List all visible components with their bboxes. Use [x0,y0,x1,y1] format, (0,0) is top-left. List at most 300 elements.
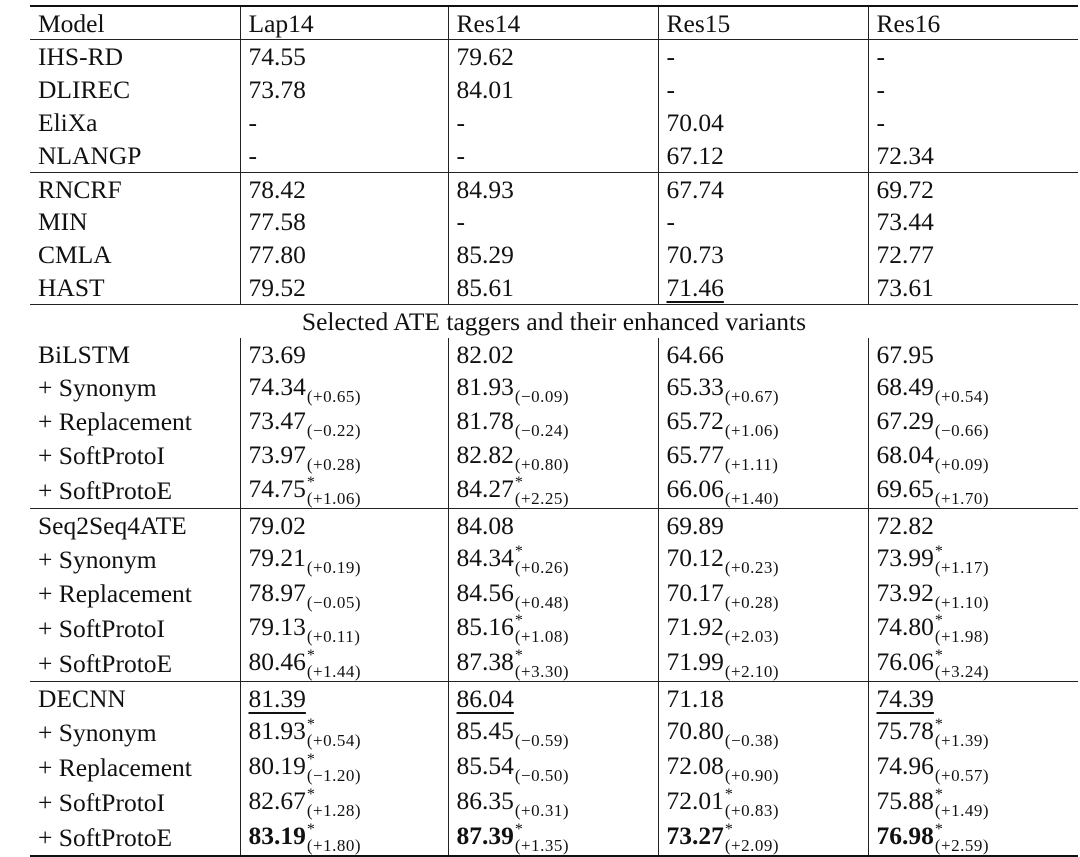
table-row [30,405,1078,439]
model-name: DLIREC [38,74,131,104]
delta-value: (+1.28) [306,800,362,820]
section-heading-row [30,305,1078,338]
score-value: 75.78 [876,715,934,745]
header-lap14: Lap14 [240,6,448,40]
score-value: 74.75 [248,473,306,503]
score-cell [868,577,1078,611]
score-cell [240,439,448,473]
score-value: 69.89 [666,510,724,540]
score-value: 72.01 [666,785,724,815]
score-cell [868,542,1078,577]
score-value: 69.65 [876,474,934,504]
score-cell [240,820,448,856]
score-cell [448,715,658,750]
score-value: 73.44 [876,207,934,237]
score-value: 67.12 [666,140,724,170]
score-value: - [456,107,465,137]
score-cell [240,715,448,750]
score-cell [448,577,658,611]
model-name: MIN [38,207,88,237]
delta-value: (+2.25) [514,488,570,508]
score-cell [868,508,1078,541]
score-value: 74.39 [876,683,934,713]
delta-value: (−0.24) [514,420,570,440]
score-value: 72.82 [876,510,934,540]
score-cell [240,238,448,271]
score-cell [868,271,1078,304]
score-value: 79.13 [248,612,306,642]
score-cell [658,405,868,439]
delta-value: (+0.19) [306,558,362,578]
score-value: 67.95 [876,339,934,369]
score-cell [240,106,448,139]
delta-value: (+1.10) [934,592,990,612]
score-value: 86.04 [456,683,514,713]
table-row [30,750,1078,785]
score-cell [240,139,448,172]
delta-value: (+0.26) [514,557,570,577]
score-value: 73.27 [666,820,724,850]
model-name: BiLSTM [38,339,131,369]
score-value: 74.55 [248,41,306,71]
significance-marker: * [514,473,523,491]
score-value: 73.61 [876,273,934,303]
score-cell [658,542,868,577]
header-res14: Res14 [448,6,658,40]
score-value: 77.58 [248,207,306,237]
model-name: IHS-RD [38,41,124,71]
delta-value: (+0.65) [306,386,362,406]
score-value: 82.67 [248,785,306,815]
score-value: 85.45 [456,716,514,746]
significance-marker: * [514,611,523,629]
table-row [30,238,1078,271]
score-value: 77.80 [248,240,306,270]
table-row [30,646,1078,682]
score-value: 71.92 [666,612,724,642]
significance-marker: * [514,646,523,664]
table-row [30,40,1078,73]
delta-value: (−0.59) [514,731,570,751]
model-name: NLANGP [38,140,142,170]
score-cell [448,40,658,73]
delta-value: (+3.30) [514,661,570,681]
model-name: + Synonym [38,717,157,747]
delta-value: (+2.10) [724,662,780,682]
score-value: 66.06 [666,474,724,504]
model-name: + SoftProtoI [38,441,166,471]
score-value: 65.72 [666,405,724,435]
model-name: RNCRF [30,172,240,205]
model-name: Seq2Seq4ATE [30,508,240,541]
results-table [30,5,1078,857]
score-value: 65.33 [666,371,724,401]
score-value: 85.54 [456,751,514,781]
model-name: + SoftProtoI [38,613,166,643]
score-cell [448,338,658,371]
score-cell [868,238,1078,271]
score-value: 76.06 [876,646,934,676]
score-cell [240,73,448,106]
delta-value: (+1.06) [724,420,780,440]
score-value: 84.08 [456,510,514,540]
score-cell [658,238,868,271]
delta-value: (−0.05) [306,592,362,612]
score-cell [448,439,658,473]
significance-marker: * [934,785,943,803]
table-row [30,139,1078,172]
score-cell [240,371,448,405]
score-value: 79.21 [248,543,306,573]
score-value: 80.46 [248,646,306,676]
score-cell [658,820,868,856]
score-value: - [248,107,257,137]
score-value: 70.04 [666,107,724,137]
score-cell [658,715,868,750]
score-value: 74.34 [248,371,306,401]
score-value: 68.04 [876,439,934,469]
table-row [30,271,1078,304]
delta-value: (+0.67) [724,386,780,406]
delta-value: (+0.28) [306,454,362,474]
table-row [30,439,1078,473]
significance-marker: * [306,646,315,664]
score-cell [240,405,448,439]
score-value: 71.18 [666,683,724,713]
score-cell [240,611,448,646]
score-cell [868,785,1078,820]
delta-value: (+0.57) [934,766,990,786]
delta-value: (+0.09) [934,454,990,474]
score-value: 85.61 [456,273,514,303]
score-value: 81.78 [456,405,514,435]
significance-marker: * [934,715,943,733]
table-row [30,508,1078,541]
score-value: 84.34 [456,542,514,572]
delta-value: (+0.83) [724,800,780,820]
score-value: - [666,41,675,71]
delta-value: (−0.38) [724,731,780,751]
delta-value: (+0.48) [514,592,570,612]
delta-value: (+0.11) [306,627,361,647]
score-value: - [666,207,675,237]
model-name: CMLA [38,240,112,270]
score-value: 74.80 [876,611,934,641]
score-cell [448,750,658,785]
score-cell [448,139,658,172]
model-name: + SoftProtoE [30,820,240,856]
delta-value: (+1.40) [724,489,780,509]
delta-value: (+1.08) [514,626,570,646]
delta-value: (−0.09) [514,386,570,406]
score-cell [658,646,868,682]
score-cell [448,785,658,820]
score-cell [448,820,658,856]
score-value: 84.93 [456,174,514,204]
score-value: 75.88 [876,785,934,815]
score-cell [448,106,658,139]
score-cell [868,473,1078,509]
score-value: 78.42 [248,174,306,204]
significance-marker: * [306,750,315,768]
score-cell [448,238,658,271]
score-value: 85.16 [456,611,514,641]
table-row [30,577,1078,611]
table-row [30,172,1078,205]
delta-value: (+2.09) [724,835,780,855]
score-cell [658,205,868,238]
score-cell [658,371,868,405]
score-cell [658,338,868,371]
score-value: 73.69 [248,339,306,369]
score-cell [240,473,448,509]
score-value: 81.93 [248,715,306,745]
score-cell [868,715,1078,750]
score-cell [240,172,448,205]
header-res16: Res16 [868,6,1078,40]
score-cell [868,681,1078,714]
score-value: 65.77 [666,439,724,469]
score-value: - [666,74,675,104]
score-value: 73.47 [248,405,306,435]
score-value: 79.62 [456,41,514,71]
score-cell [240,646,448,682]
table-row [30,611,1078,646]
delta-value: (+1.11) [724,454,779,474]
score-value: - [456,207,465,237]
score-cell [868,40,1078,73]
score-cell [448,271,658,304]
header-model: Model [30,6,240,40]
table-row [30,715,1078,750]
model-name: + Replacement [38,752,192,782]
score-cell [240,205,448,238]
delta-value: (+1.06) [306,488,362,508]
delta-value: (+0.54) [934,386,990,406]
score-value: 80.19 [248,750,306,780]
score-value: 76.98 [876,820,934,850]
score-value: 81.39 [248,683,306,713]
score-value: 82.82 [456,439,514,469]
score-cell [448,371,658,405]
delta-value: (+0.31) [514,801,570,821]
delta-value: (+0.23) [724,558,780,578]
score-value: 64.66 [666,339,724,369]
score-cell [868,371,1078,405]
section-heading: Selected ATE taggers and their enhanced variants [30,305,1078,338]
significance-marker: * [306,785,315,803]
delta-value: (+1.70) [934,489,990,509]
score-value: 84.27 [456,473,514,503]
score-cell [448,681,658,714]
table-row [30,785,1078,820]
score-cell [448,473,658,509]
model-name: + Replacement [38,579,192,609]
score-value: 87.39 [456,820,514,850]
score-value: 74.96 [876,751,934,781]
delta-value: (+2.59) [934,835,990,855]
score-cell [240,40,448,73]
delta-value: (+0.90) [724,766,780,786]
delta-value: (−0.22) [306,420,362,440]
score-value: 81.93 [456,371,514,401]
score-value: - [876,107,885,137]
significance-marker: * [934,611,943,629]
score-value: 71.99 [666,647,724,677]
table-body [30,40,1078,856]
delta-value: (−0.66) [934,420,990,440]
score-value: - [876,74,885,104]
delta-value: (+3.24) [934,661,990,681]
table-row [30,542,1078,577]
score-cell [448,508,658,541]
score-cell [240,542,448,577]
significance-marker: * [514,820,523,838]
score-cell [658,40,868,73]
score-cell [658,271,868,304]
delta-value: (+1.35) [514,835,570,855]
score-value: 70.80 [666,716,724,746]
model-name: + SoftProtoE [38,648,173,678]
score-value: 67.29 [876,405,934,435]
score-cell [448,73,658,106]
score-cell [868,338,1078,371]
score-cell [448,172,658,205]
significance-marker: * [306,715,315,733]
score-cell [868,646,1078,682]
significance-marker: * [514,542,523,560]
model-name: + SoftProtoE [38,475,173,505]
score-cell [868,405,1078,439]
model-name: + SoftProtoI [38,787,166,817]
score-value: 67.74 [666,174,724,204]
score-cell [868,750,1078,785]
score-value: - [876,41,885,71]
score-value: 82.02 [456,339,514,369]
delta-value: (−0.50) [514,766,570,786]
delta-value: (+0.80) [514,454,570,474]
score-value: 73.99 [876,542,934,572]
table-row [30,473,1078,509]
header-res15: Res15 [658,6,868,40]
model-name: HAST [38,273,105,303]
score-cell [868,205,1078,238]
score-cell [448,542,658,577]
score-cell [448,646,658,682]
score-value: 70.17 [666,577,724,607]
score-cell [658,439,868,473]
score-cell [868,139,1078,172]
score-cell [240,271,448,304]
score-cell [240,750,448,785]
model-name: DECNN [30,681,240,714]
table-row [30,681,1078,714]
delta-value: (+0.54) [306,730,362,750]
score-cell [868,439,1078,473]
score-cell [658,172,868,205]
significance-marker: * [724,785,733,803]
score-value: 79.02 [248,510,306,540]
score-value: 73.97 [248,439,306,469]
model-name: + Synonym [38,373,157,403]
score-value: 83.19 [248,820,306,850]
model-name: EliXa [38,107,98,137]
score-value: 72.08 [666,751,724,781]
score-cell [448,611,658,646]
score-value: 71.46 [666,273,724,303]
score-value: 86.35 [456,786,514,816]
delta-value: (+1.49) [934,800,990,820]
score-cell [868,106,1078,139]
delta-value: (+1.80) [306,835,362,855]
score-cell [658,139,868,172]
delta-value: (−1.20) [306,765,362,785]
table-row [30,820,1078,856]
score-cell [658,611,868,646]
delta-value: (+1.98) [934,626,990,646]
delta-value: (+1.39) [934,730,990,750]
score-cell [658,473,868,509]
score-value: 87.38 [456,646,514,676]
score-cell [658,785,868,820]
header-row [30,6,1078,40]
score-value: 73.92 [876,577,934,607]
model-name: + Synonym [38,544,157,574]
table-row [30,73,1078,106]
score-value: 78.97 [248,577,306,607]
score-cell [240,681,448,714]
score-value: 84.01 [456,74,514,104]
score-value: 85.29 [456,240,514,270]
score-cell [868,611,1078,646]
score-value: - [248,140,257,170]
significance-marker: * [934,542,943,560]
score-value: 72.34 [876,140,934,170]
significance-marker: * [306,820,315,838]
score-value: 70.12 [666,543,724,573]
score-cell [240,577,448,611]
score-cell [658,508,868,541]
score-cell [240,508,448,541]
significance-marker: * [934,646,943,664]
score-value: 72.77 [876,240,934,270]
table-row [30,205,1078,238]
score-cell [868,820,1078,856]
table-row [30,106,1078,139]
score-cell [658,73,868,106]
score-cell [868,172,1078,205]
score-value: 69.72 [876,174,934,204]
score-cell [658,106,868,139]
delta-value: (+2.03) [724,627,780,647]
score-value: 84.56 [456,577,514,607]
significance-marker: * [306,473,315,491]
score-value: - [456,140,465,170]
score-cell [448,205,658,238]
score-cell [658,577,868,611]
score-cell [868,73,1078,106]
score-value: 73.78 [248,74,306,104]
delta-value: (+0.28) [724,592,780,612]
model-name: + Replacement [38,407,192,437]
score-cell [658,681,868,714]
score-cell [240,785,448,820]
score-cell [448,405,658,439]
score-cell [240,338,448,371]
delta-value: (+1.17) [934,557,990,577]
delta-value: (+1.44) [306,661,362,681]
significance-marker: * [724,820,733,838]
